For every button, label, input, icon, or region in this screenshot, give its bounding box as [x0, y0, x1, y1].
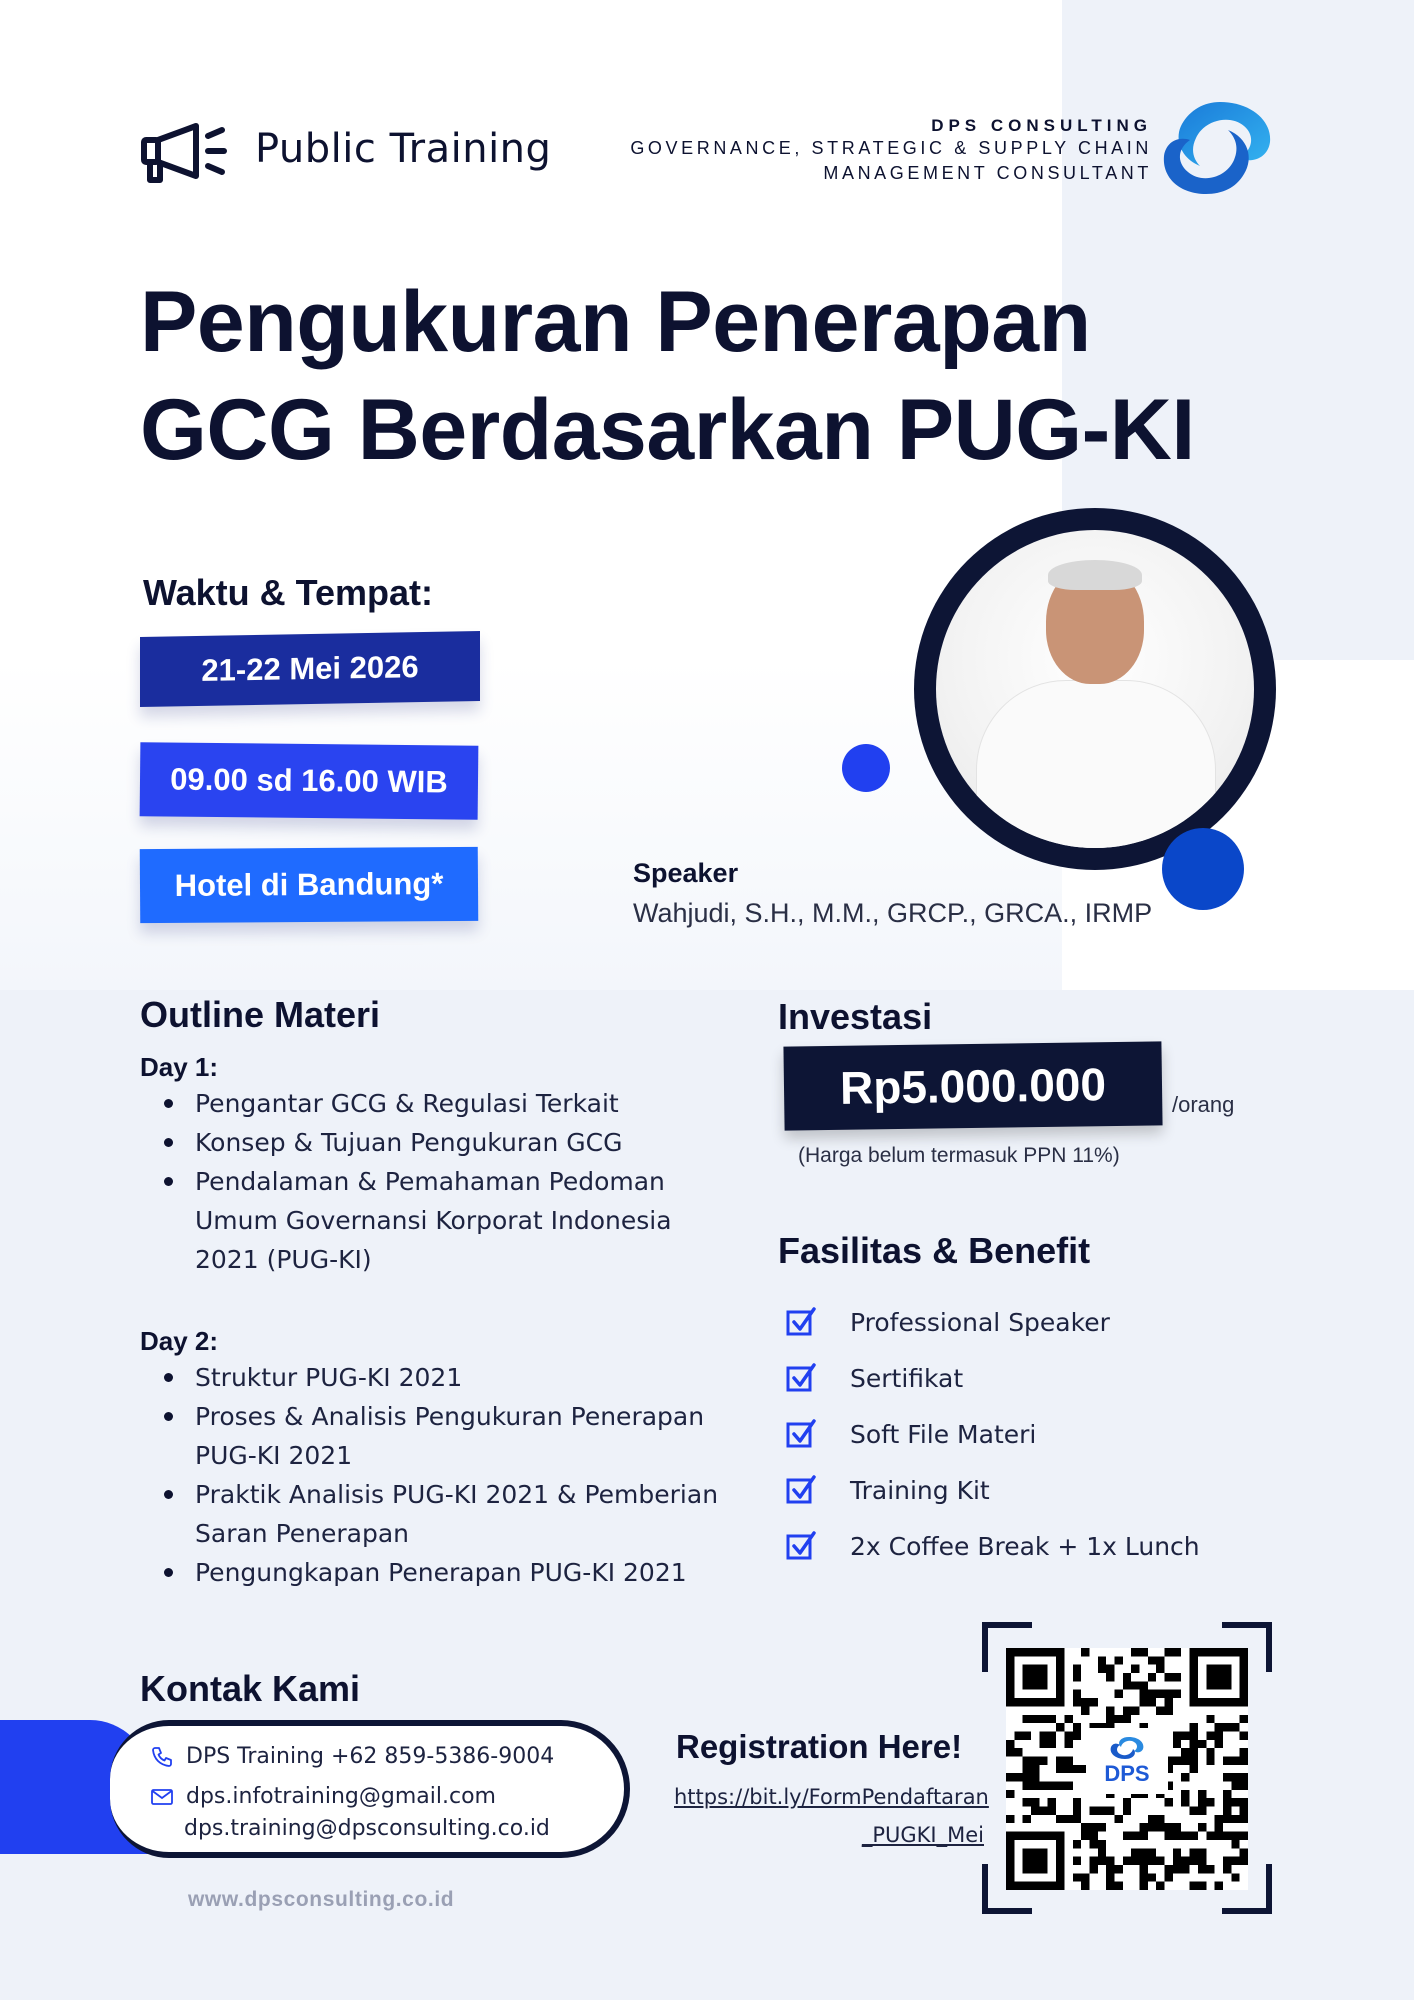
contact-email[interactable] [150, 1784, 496, 1809]
dps-logo-icon [1107, 1735, 1147, 1761]
day-2-list [140, 1358, 720, 1592]
brand-block [630, 116, 1152, 186]
list-item: Konsep & Tujuan Pengukuran GCG [140, 1123, 720, 1162]
list-item: Pengungkapan Penerapan PUG-KI 2021 [140, 1553, 720, 1592]
qr-center-logo [1086, 1728, 1168, 1794]
checkbox-icon [786, 1530, 816, 1562]
contact-email-2[interactable]: dps.training@dpsconsulting.co.id [184, 1816, 550, 1841]
public-training-label: Public Training [255, 126, 552, 172]
price-unit: /orang [1172, 1092, 1235, 1117]
checkbox-icon [786, 1474, 816, 1506]
title-line-1: Pengukuran Penerapan [140, 274, 1091, 370]
speaker-hair [1048, 560, 1142, 590]
decorative-dot-large [1162, 828, 1244, 910]
benefit-list [786, 1294, 1200, 1574]
benefit-item [786, 1462, 1200, 1518]
benefit-item [786, 1294, 1200, 1350]
day-1-label: Day 1: [140, 1052, 219, 1082]
qr-logo-text: DPS [1104, 1761, 1150, 1786]
schedule-heading: Waktu & Tempat: [143, 572, 434, 613]
checkbox-icon [786, 1418, 816, 1450]
contact-heading: Kontak Kami [140, 1668, 361, 1709]
benefit-item [786, 1406, 1200, 1462]
background-band [0, 660, 1062, 990]
list-item: Pendalaman & Pemahaman Pedoman Umum Governansi Korporat Indonesia 2021 (PUG-KI) [140, 1162, 720, 1279]
registration-link-line-1[interactable]: https://bit.ly/FormPendaftaran [674, 1785, 989, 1809]
investasi-heading: Investasi [778, 996, 933, 1037]
benefit-item [786, 1518, 1200, 1574]
speaker-photo [936, 530, 1254, 848]
benefit-label: Sertifikat [850, 1363, 964, 1393]
brand-tagline-2: MANAGEMENT CONSULTANT [823, 163, 1152, 183]
time-badge: 09.00 sd 16.00 WIB [140, 742, 479, 820]
day-2-label: Day 2: [140, 1326, 219, 1356]
megaphone-icon [140, 122, 230, 186]
list-item: Pengantar GCG & Regulasi Terkait [140, 1084, 720, 1123]
list-item: Proses & Analisis Pengukuran Penerapan PUG-KI 2021 [140, 1397, 720, 1475]
price-badge: Rp5.000.000 [783, 1041, 1162, 1130]
phone-icon [150, 1745, 174, 1769]
registration-heading: Registration Here! [676, 1728, 963, 1765]
contact-phone-text: DPS Training +62 859-5386-9004 [186, 1744, 555, 1769]
day-1-list [140, 1084, 720, 1279]
benefit-label: Soft File Materi [850, 1419, 1037, 1449]
benefit-label: Training Kit [850, 1475, 990, 1505]
list-item: Praktik Analisis PUG-KI 2021 & Pemberian Saran Penerapan [140, 1475, 720, 1553]
speaker-name: Wahjudi, S.H., M.M., GRCP., GRCA., IRMP [633, 898, 1153, 928]
fasilitas-heading: Fasilitas & Benefit [778, 1230, 1091, 1271]
price-note: (Harga belum termasuk PPN 11%) [798, 1144, 1120, 1167]
registration-link[interactable] [674, 1778, 989, 1854]
date-badge: 21-22 Mei 2026 [140, 631, 480, 707]
brand-tagline-1: GOVERNANCE, STRATEGIC & SUPPLY CHAIN [630, 138, 1152, 158]
brand-name: DPS CONSULTING [931, 116, 1152, 135]
contact-email-text: dps.infotraining@gmail.com [186, 1784, 496, 1809]
place-badge: Hotel di Bandung* [140, 847, 479, 923]
list-item: Struktur PUG-KI 2021 [140, 1358, 720, 1397]
checkbox-icon [786, 1306, 816, 1338]
contact-phone[interactable] [150, 1744, 554, 1769]
checkbox-icon [786, 1362, 816, 1394]
benefit-label: 2x Coffee Break + 1x Lunch [850, 1531, 1200, 1561]
title-line-2: GCG Berdasarkan PUG-KI [140, 382, 1195, 478]
outline-heading: Outline Materi [140, 994, 381, 1035]
registration-link-line-2[interactable]: _PUGKI_Mei [861, 1823, 984, 1847]
benefit-label: Professional Speaker [850, 1307, 1110, 1337]
page-title [140, 268, 1195, 484]
dps-logo-icon [1160, 98, 1272, 198]
speaker-label: Speaker [633, 858, 739, 888]
mail-icon [150, 1785, 174, 1809]
decorative-dot [842, 744, 890, 792]
website-link[interactable]: www.dpsconsulting.co.id [188, 1888, 455, 1911]
speaker-shirt [976, 680, 1216, 848]
benefit-item [786, 1350, 1200, 1406]
qr-code-frame[interactable] [982, 1622, 1272, 1914]
